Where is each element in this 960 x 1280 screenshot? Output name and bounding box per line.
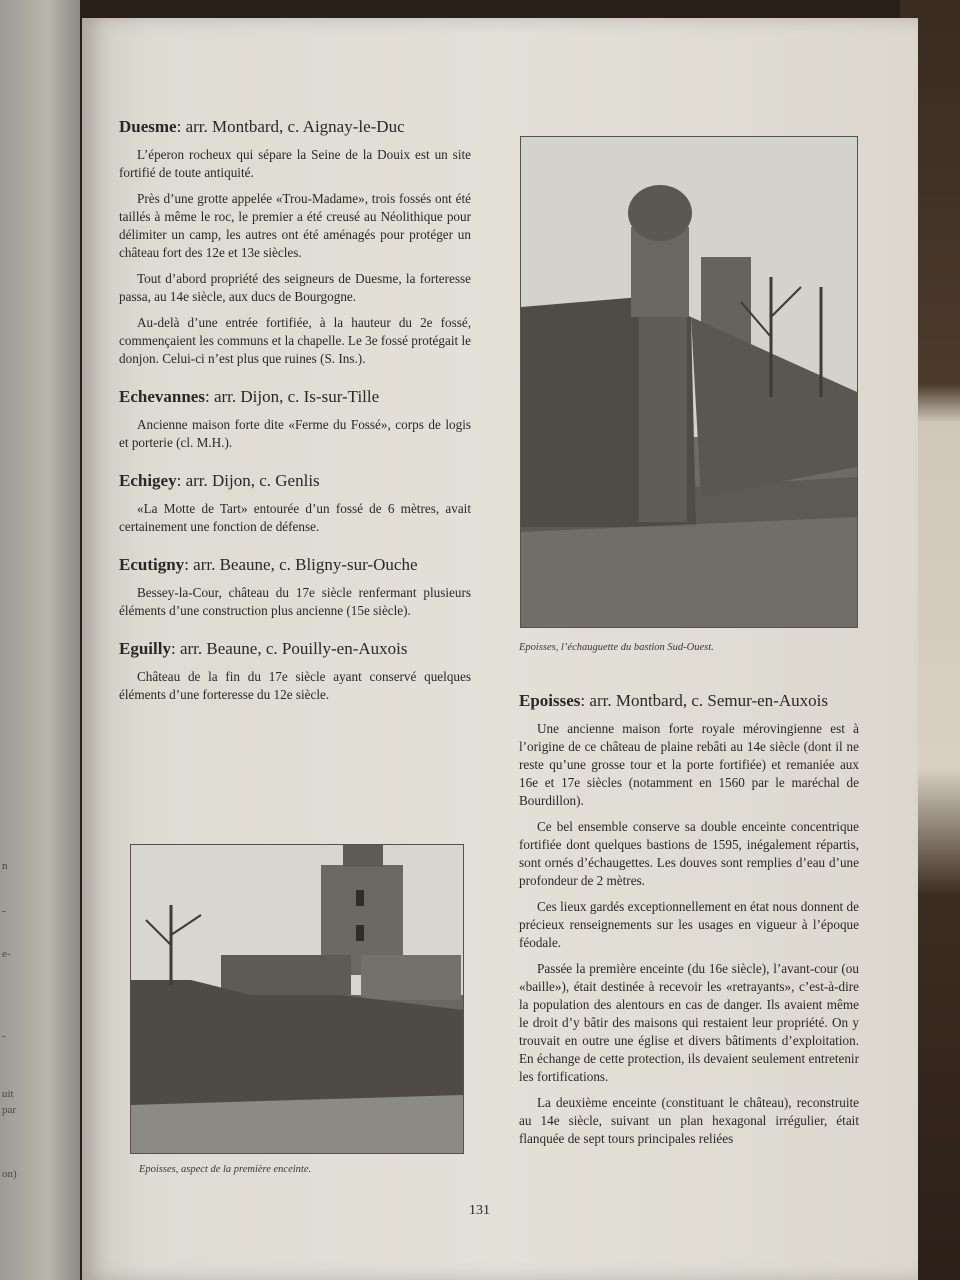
place-location: : arr. Montbard, c. Aignay-le-Duc [176, 117, 405, 136]
entry-echigey [119, 470, 471, 536]
entry-heading [519, 690, 859, 712]
margin-fragment: - [2, 1030, 6, 1042]
place-name: Duesme [119, 117, 177, 136]
place-location: : arr. Dijon, c. Genlis [176, 471, 320, 490]
entry-eguilly [119, 638, 471, 704]
margin-fragment: n [2, 860, 8, 872]
entry-duesme [119, 116, 471, 368]
entry-heading [119, 116, 471, 138]
page-number: 131 [469, 1203, 490, 1218]
margin-fragment: - [2, 905, 6, 917]
place-name: Epoisses [519, 691, 581, 710]
photo-watchtower [520, 136, 858, 628]
paragraph: Ce bel ensemble conserve sa double enceinte concentrique fortifiée dont quelques bastions de 1595, inégalement répartis, sont ornés d’échaugettes. Les douves sont remplies d’eau d’une profondeur de 2 mètres. [519, 819, 859, 888]
paragraph: L’éperon rocheux qui sépare la Seine de la Douix est un site fortifié de toute antiquité. [119, 147, 471, 180]
place-name: Echevannes [119, 387, 205, 406]
entry-echevannes [119, 386, 471, 452]
paragraph: Une ancienne maison forte royale mérovingienne est à l’origine de ce château de plaine rebâti au 14e siècle (dont il ne reste qu’une grosse tour et la porte fortifiée) et remaniée aux 16e et 17e siècles (notamment en 1560 par le maréchal de Bourdillon). [519, 721, 859, 808]
paragraph: Ces lieux gardés exceptionnellement en état nous donnent de précieux renseignements sur les usages en vigueur à l’époque féodale. [519, 899, 859, 950]
right-column [519, 690, 859, 1166]
left-column [119, 116, 471, 722]
place-location: : arr. Beaune, c. Pouilly-en-Auxois [170, 639, 408, 658]
entry-heading [119, 386, 471, 408]
paragraph: Bessey-la-Cour, château du 17e siècle renfermant plusieurs éléments d’une construction plus ancienne (15e siècle). [119, 585, 471, 618]
paragraph: Château de la fin du 17e siècle ayant conservé quelques éléments d’une forteresse du 12e siècle. [119, 669, 471, 702]
place-name: Eguilly [119, 639, 171, 658]
facing-page-edge [0, 0, 80, 1280]
paragraph: «La Motte de Tart» entourée d’un fossé de 6 mètres, avait certainement une fonction de défense. [119, 501, 471, 534]
place-location: : arr. Beaune, c. Bligny-sur-Ouche [184, 555, 418, 574]
paragraph: La deuxième enceinte (constituant le château), reconstruite au 14e siècle, suivant un plan hexagonal irrégulier, était flanquée de sept tours principales reliées [519, 1095, 859, 1146]
entry-heading [119, 638, 471, 660]
margin-fragment: uit [2, 1088, 14, 1100]
figure-caption: Epoisses, aspect de la première enceinte. [139, 1164, 312, 1175]
place-location: : arr. Montbard, c. Semur-en-Auxois [580, 691, 828, 710]
paragraph: Au-delà d’une entrée fortifiée, à la hauteur du 2e fossé, commençaient les communs et la chapelle. Le 3e fossé protégait le donjon. Celui-ci n’est plus que ruines (S. Ins.). [119, 315, 471, 366]
photo-first-enclosure [130, 844, 464, 1154]
paragraph: Près d’une grotte appelée «Trou-Madame», trois fossés ont été taillés à même le roc, le premier a été creusé au Néolithique pour délimiter un camp, les autres ont été aménagés pour protéger un château fort des 12e et 13e siècles. [119, 191, 471, 260]
entry-epoisses [519, 690, 859, 1148]
margin-fragment: on) [2, 1168, 17, 1180]
entry-heading [119, 554, 471, 576]
place-location: : arr. Dijon, c. Is-sur-Tille [204, 387, 380, 406]
book-page [82, 18, 918, 1280]
margin-fragment: e- [2, 948, 11, 960]
margin-fragment: par [2, 1104, 17, 1116]
paragraph: Tout d’abord propriété des seigneurs de Duesme, la forteresse passa, au 14e siècle, aux ducs de Bourgogne. [119, 271, 471, 304]
figure-caption: Epoisses, l’échauguette du bastion Sud-Ouest. [519, 642, 714, 653]
place-name: Ecutigny [119, 555, 185, 574]
place-name: Echigey [119, 471, 177, 490]
entry-heading [119, 470, 471, 492]
entry-ecutigny [119, 554, 471, 620]
paragraph: Passée la première enceinte (du 16e siècle), l’avant-cour (ou «baille»), était destinée à recevoir les «retrayants», c’est-à-dire la population des alentours en cas de danger. Ils avaient même le droit d’y bâtir des maisons qui restaient leur propriété. On y trouvait en outre une église et divers bâtiments d’exploitation. En échange de cette protection, ils devaient seulement entretenir les fortifications. [519, 961, 859, 1084]
paragraph: Ancienne maison forte dite «Ferme du Fossé», corps de logis et porterie (cl. M.H.). [119, 417, 471, 450]
